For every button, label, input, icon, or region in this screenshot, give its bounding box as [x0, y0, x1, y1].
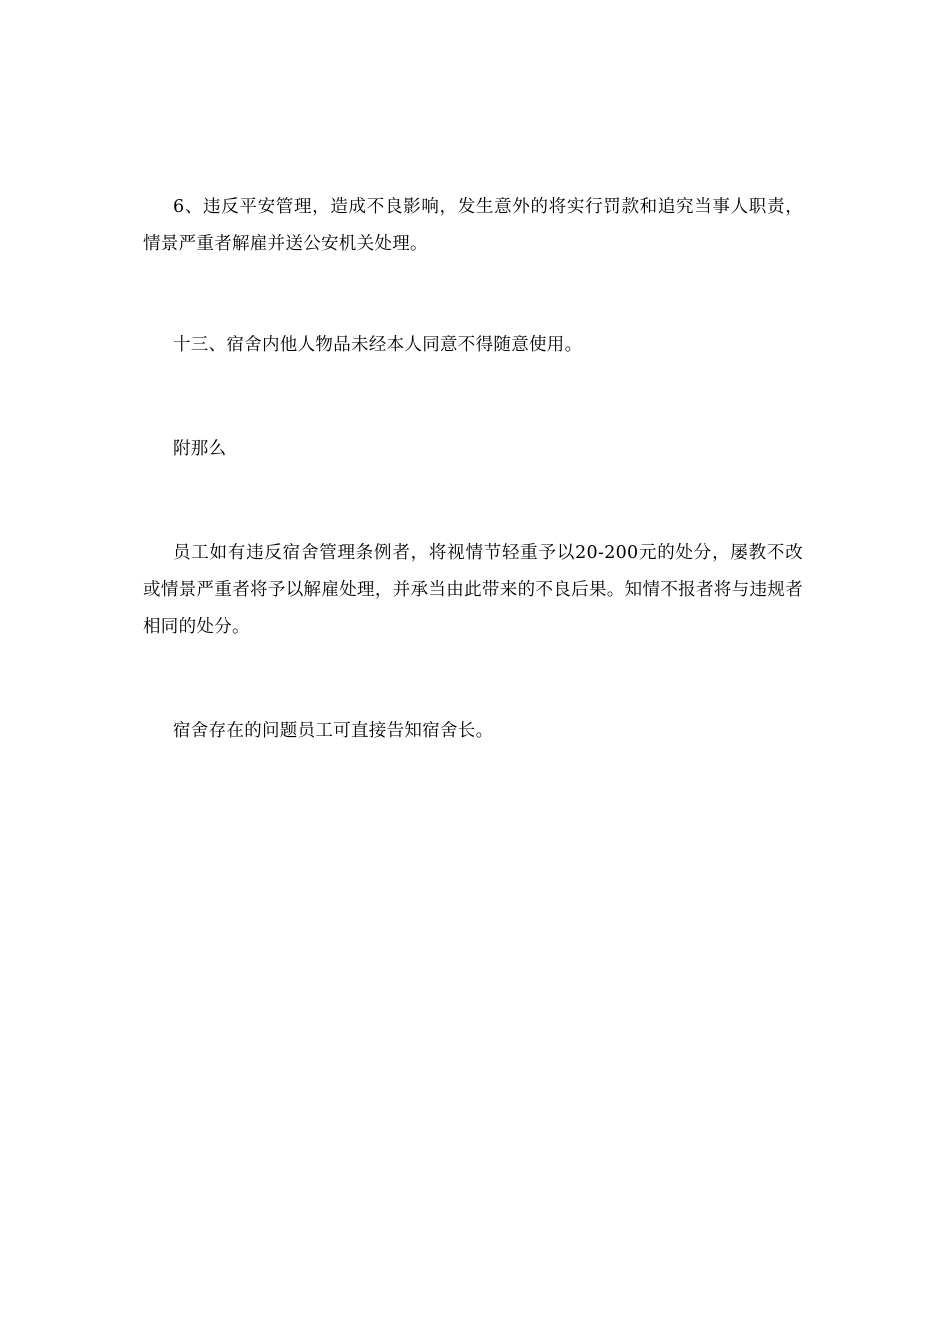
- paragraph-appendix-heading: 附那么: [173, 439, 227, 459]
- paragraph-safety-violation: 6、违反平安管理，造成不良影响，发生意外的将实行罚款和追究当事人职责，情景严重者解雇并送公安机关处理。: [143, 197, 803, 254]
- paragraph-rule-thirteen: 十三、宿舍内他人物品未经本人同意不得随意使用。: [173, 335, 583, 355]
- paragraph-penalty-clause: 员工如有违反宿舍管理条例者，将视情节轻重予以20-200元的处分，屡教不改或情景严重者将予以解雇处理，并承当由此带来的不良后果。知情不报者将与违规者相同的处分。: [143, 543, 803, 637]
- paragraph-report-to-dorm-head: 宿舍存在的问题员工可直接告知宿舍长。: [173, 721, 494, 741]
